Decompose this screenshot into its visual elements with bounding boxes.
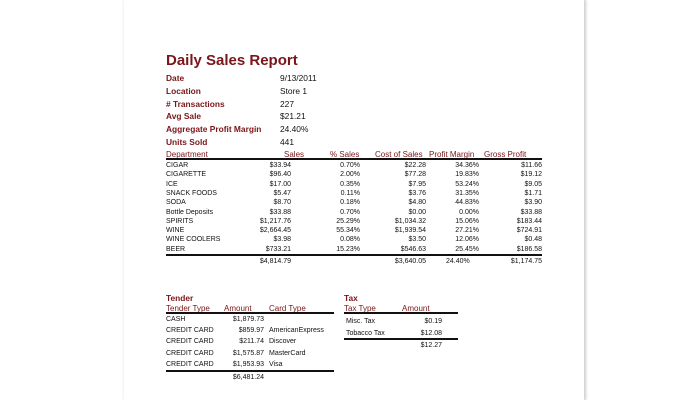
summary-label: Units Sold	[166, 136, 208, 147]
table-cell: 12.06%	[455, 236, 479, 244]
column-header: Profit Margin	[429, 150, 475, 159]
table-cell: $1,217.76	[259, 217, 291, 225]
report-page	[124, 0, 584, 400]
table-cell: $9.05	[524, 180, 542, 188]
table-cell: 0.35%	[340, 180, 360, 188]
table-cell: $183.44	[516, 217, 542, 225]
summary-row-transactions	[166, 99, 426, 112]
summary-value: $21.21	[280, 111, 306, 122]
card-type: Discover	[269, 338, 297, 346]
summary-row-date	[166, 73, 426, 86]
department-name: ICE	[166, 180, 178, 188]
page-shadow	[584, 0, 588, 400]
table-cell: $33.94	[269, 162, 291, 169]
department-name: Bottle Deposits	[166, 208, 214, 216]
table-cell: 0.70%	[340, 208, 360, 216]
column-header: % Sales	[330, 150, 360, 159]
summary-label: Avg Sale	[166, 111, 202, 122]
summary-label: Date	[166, 73, 185, 83]
table-cell: 55.34%	[336, 227, 360, 235]
summary-block	[166, 73, 426, 150]
column-header: Sales	[284, 150, 305, 159]
summary-row-units-sold	[166, 137, 426, 150]
table-cell: $19.12	[520, 171, 542, 179]
table-cell: $0.48	[524, 236, 542, 244]
table-cell: 0.70%	[340, 162, 360, 169]
column-header: Tender Type	[166, 304, 210, 313]
tender-title: Tender	[166, 293, 194, 303]
totals-rule	[166, 254, 542, 256]
table-cell: 0.11%	[340, 189, 360, 197]
summary-row-location	[166, 86, 426, 99]
table-cell: $5.47	[273, 189, 291, 197]
card-type: AmericanExpress	[269, 327, 324, 335]
table-cell: $77.28	[404, 171, 426, 179]
table-cell: $186.58	[516, 245, 542, 253]
table-cell: $1.71	[524, 189, 542, 197]
table-cell: 19.83%	[455, 171, 479, 179]
total-sales: $4,814.79	[259, 258, 291, 265]
table-cell: 27.21%	[455, 227, 479, 235]
department-name: CIGAR	[166, 162, 189, 169]
table-cell: $3.50	[408, 236, 426, 244]
column-header: Amount	[402, 304, 430, 313]
table-cell: 15.06%	[455, 217, 479, 225]
summary-label: # Transactions	[166, 98, 225, 109]
table-cell: $0.00	[408, 208, 426, 216]
tender-type: CREDIT CARD	[166, 360, 214, 368]
table-cell: $7.95	[408, 180, 426, 188]
table-cell: $22.28	[404, 162, 426, 169]
table-cell: $546.63	[400, 245, 426, 253]
tax-amount: $12.08	[420, 329, 442, 337]
table-cell: $733.21	[265, 245, 291, 253]
table-cell: $3.76	[408, 189, 426, 197]
header-rule	[166, 158, 542, 160]
column-header: Card Type	[269, 304, 306, 313]
table-cell: 0.08%	[340, 236, 360, 244]
summary-label: Aggregate Profit Margin	[166, 124, 262, 135]
summary-value: Store 1	[280, 85, 308, 96]
table-cell: 2.00%	[340, 171, 360, 179]
total-cost: $3,640.05	[394, 258, 426, 265]
department-name: SPIRITS	[166, 217, 194, 225]
table-cell: 53.24%	[455, 180, 479, 188]
summary-label: Location	[166, 85, 201, 96]
summary-row-avg-sale	[166, 111, 426, 124]
table-cell: $33.88	[269, 208, 291, 216]
tender-amount: $1,879.73	[232, 316, 264, 323]
department-name: WINE	[166, 227, 185, 235]
total-gross: $1,174.75	[510, 258, 542, 265]
department-name: SNACK FOODS	[166, 189, 217, 197]
column-header: Tax Type	[344, 304, 376, 313]
table-cell: 31.35%	[455, 189, 479, 197]
tax-title: Tax	[344, 293, 358, 303]
table-cell: $4.80	[408, 199, 426, 207]
card-type: MasterCard	[269, 349, 306, 357]
card-type: Visa	[269, 360, 283, 368]
totals-rule	[166, 370, 334, 372]
tender-amount: $1,953.93	[232, 360, 264, 368]
column-header: Department	[166, 150, 208, 159]
table-cell: $17.00	[269, 180, 291, 188]
summary-value: 441	[280, 136, 294, 147]
column-header: Gross Profit	[484, 150, 527, 159]
table-cell: $33.88	[520, 208, 542, 216]
summary-row-profit-margin	[166, 124, 426, 137]
table-cell: $1,034.32	[394, 217, 426, 225]
table-cell: $8.70	[273, 199, 291, 207]
tax-type: Tobacco Tax	[346, 329, 385, 337]
column-header: Amount	[224, 304, 252, 313]
table-cell: 15.23%	[336, 245, 360, 253]
tender-type: CREDIT CARD	[166, 349, 214, 357]
header-rule	[166, 312, 334, 314]
tender-type: CASH	[166, 316, 186, 323]
summary-value: 9/13/2011	[280, 73, 317, 83]
department-name: CIGARETTE	[166, 171, 207, 179]
tender-type: CREDIT CARD	[166, 338, 214, 346]
table-cell: 44.83%	[455, 199, 479, 207]
header-rule	[344, 312, 458, 314]
tender-amount: $1,575.87	[232, 349, 264, 357]
tax-total: $12.27	[420, 342, 442, 349]
tender-total: $6,481.24	[232, 374, 264, 381]
table-cell: $3.98	[273, 236, 291, 244]
table-cell: $724.91	[516, 227, 542, 235]
table-cell: $96.40	[269, 171, 291, 179]
tax-amount: $0.19	[424, 318, 442, 325]
table-cell: 25.45%	[455, 245, 479, 253]
tax-type: Misc. Tax	[346, 318, 376, 325]
table-cell: $2,664.45	[259, 227, 291, 235]
department-name: WINE COOLERS	[166, 236, 221, 244]
total-margin: 24.40%	[446, 258, 470, 265]
table-cell: $11.66	[521, 162, 542, 169]
summary-value: 24.40%	[280, 124, 309, 135]
table-cell: 34.36%	[455, 162, 479, 169]
table-cell: 0.18%	[340, 199, 360, 207]
table-cell: 0.00%	[459, 208, 479, 216]
table-cell: $3.90	[524, 199, 542, 207]
department-name: BEER	[166, 245, 186, 253]
table-cell: 25.29%	[336, 217, 360, 225]
tender-amount: $211.74	[239, 338, 264, 346]
tender-amount: $859.97	[238, 327, 264, 335]
tender-type: CREDIT CARD	[166, 327, 214, 335]
totals-rule	[344, 338, 458, 340]
summary-value: 227	[280, 98, 294, 109]
table-cell: $1,939.54	[394, 227, 426, 235]
column-header: Cost of Sales	[375, 150, 423, 159]
department-name: SODA	[166, 199, 186, 207]
page-title: Daily Sales Report	[166, 52, 298, 69]
